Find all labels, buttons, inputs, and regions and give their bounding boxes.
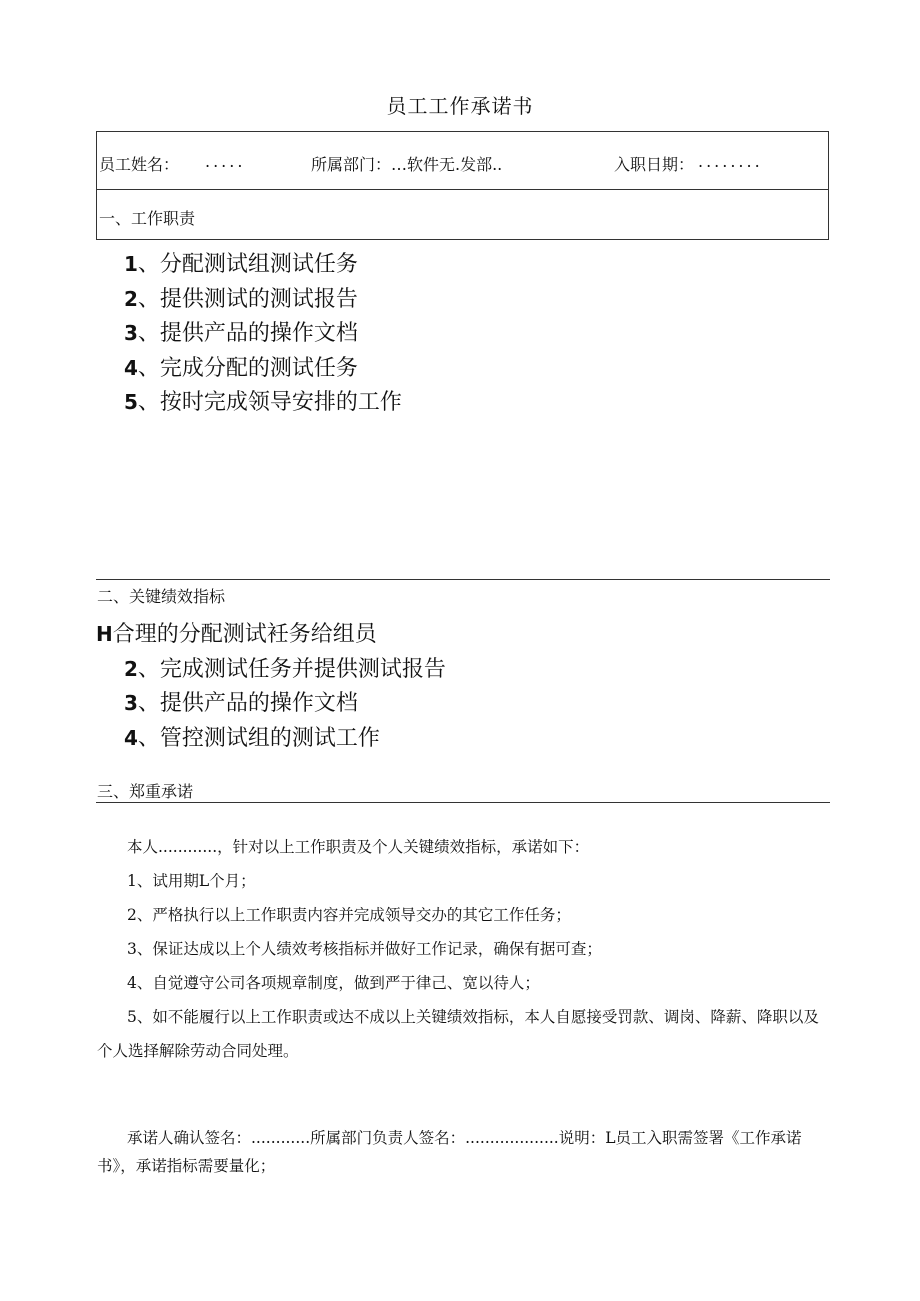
list-item: 1、分配测试组测试任务 — [124, 252, 358, 277]
list-item: 4、管控测试组的测试工作 — [124, 725, 380, 751]
commitment-item: 4、自觉遵守公司各项规章制度，做到严于律己、宽以待人； — [127, 974, 540, 992]
hire-date-value: ........ — [698, 152, 763, 171]
section-duties-heading: 一、工作职责 — [99, 209, 196, 228]
hire-date-label: 入职日期： — [614, 155, 695, 174]
list-item: 5、按时完成领导安排的工作 — [124, 390, 402, 416]
list-item: H合理的分配测试衽务给组员 — [96, 622, 377, 647]
department-label: 所属部门： — [311, 155, 392, 174]
kpi-list — [96, 617, 446, 755]
signature-line: 承诺人确认签名：............所属部门负责人签名：...................说明：L员工入职需签署《工作承诺书》，承诺指标需要量化； — [97, 1129, 802, 1175]
name-value: ..... — [205, 152, 246, 171]
name-label: 员工姓名： — [99, 155, 180, 174]
page-title: 员工工作承诺书 — [386, 94, 534, 118]
commitment-intro: 本人............，针对以上工作职责及个人关键绩效指标，承诺如下： — [127, 838, 590, 856]
section-kpi-heading: 二、关键绩效指标 — [97, 587, 226, 606]
commitment-item: 2、严格执行以上工作职责内容并完成领导交办的其它工作任务； — [127, 906, 571, 924]
commitment-item: 1、试用期L个月； — [127, 872, 256, 890]
divider — [96, 579, 830, 580]
commitment-item: 3、保证达成以上个人绩效考核指标并做好工作记录，确保有据可查； — [127, 940, 602, 958]
commitment-body — [97, 830, 829, 1068]
department-value: …软件无.发部.. — [391, 155, 503, 174]
list-item: 3、提供产品的操作文档 — [124, 321, 358, 347]
commitment-item: 5、如不能履行以上工作职责或达不成以上关键绩效指标，本人自愿接受罚款、调岗、降薪、降职以及个人选择解除劳动合同处理。 — [97, 1008, 819, 1060]
section-commitment-heading: 三、郑重承诺 — [97, 782, 194, 801]
employee-info-table — [96, 131, 829, 240]
divider — [96, 802, 830, 803]
employee-info-row — [97, 132, 828, 190]
duties-list — [124, 247, 402, 420]
list-item: 3、提供产品的操作文档 — [124, 691, 358, 717]
list-item: 2、完成测试任务并提供测试报告 — [124, 656, 446, 682]
list-item: 4、完成分配的测试任务 — [124, 355, 358, 381]
list-item: 2、提供测试的测试报告 — [124, 286, 358, 312]
